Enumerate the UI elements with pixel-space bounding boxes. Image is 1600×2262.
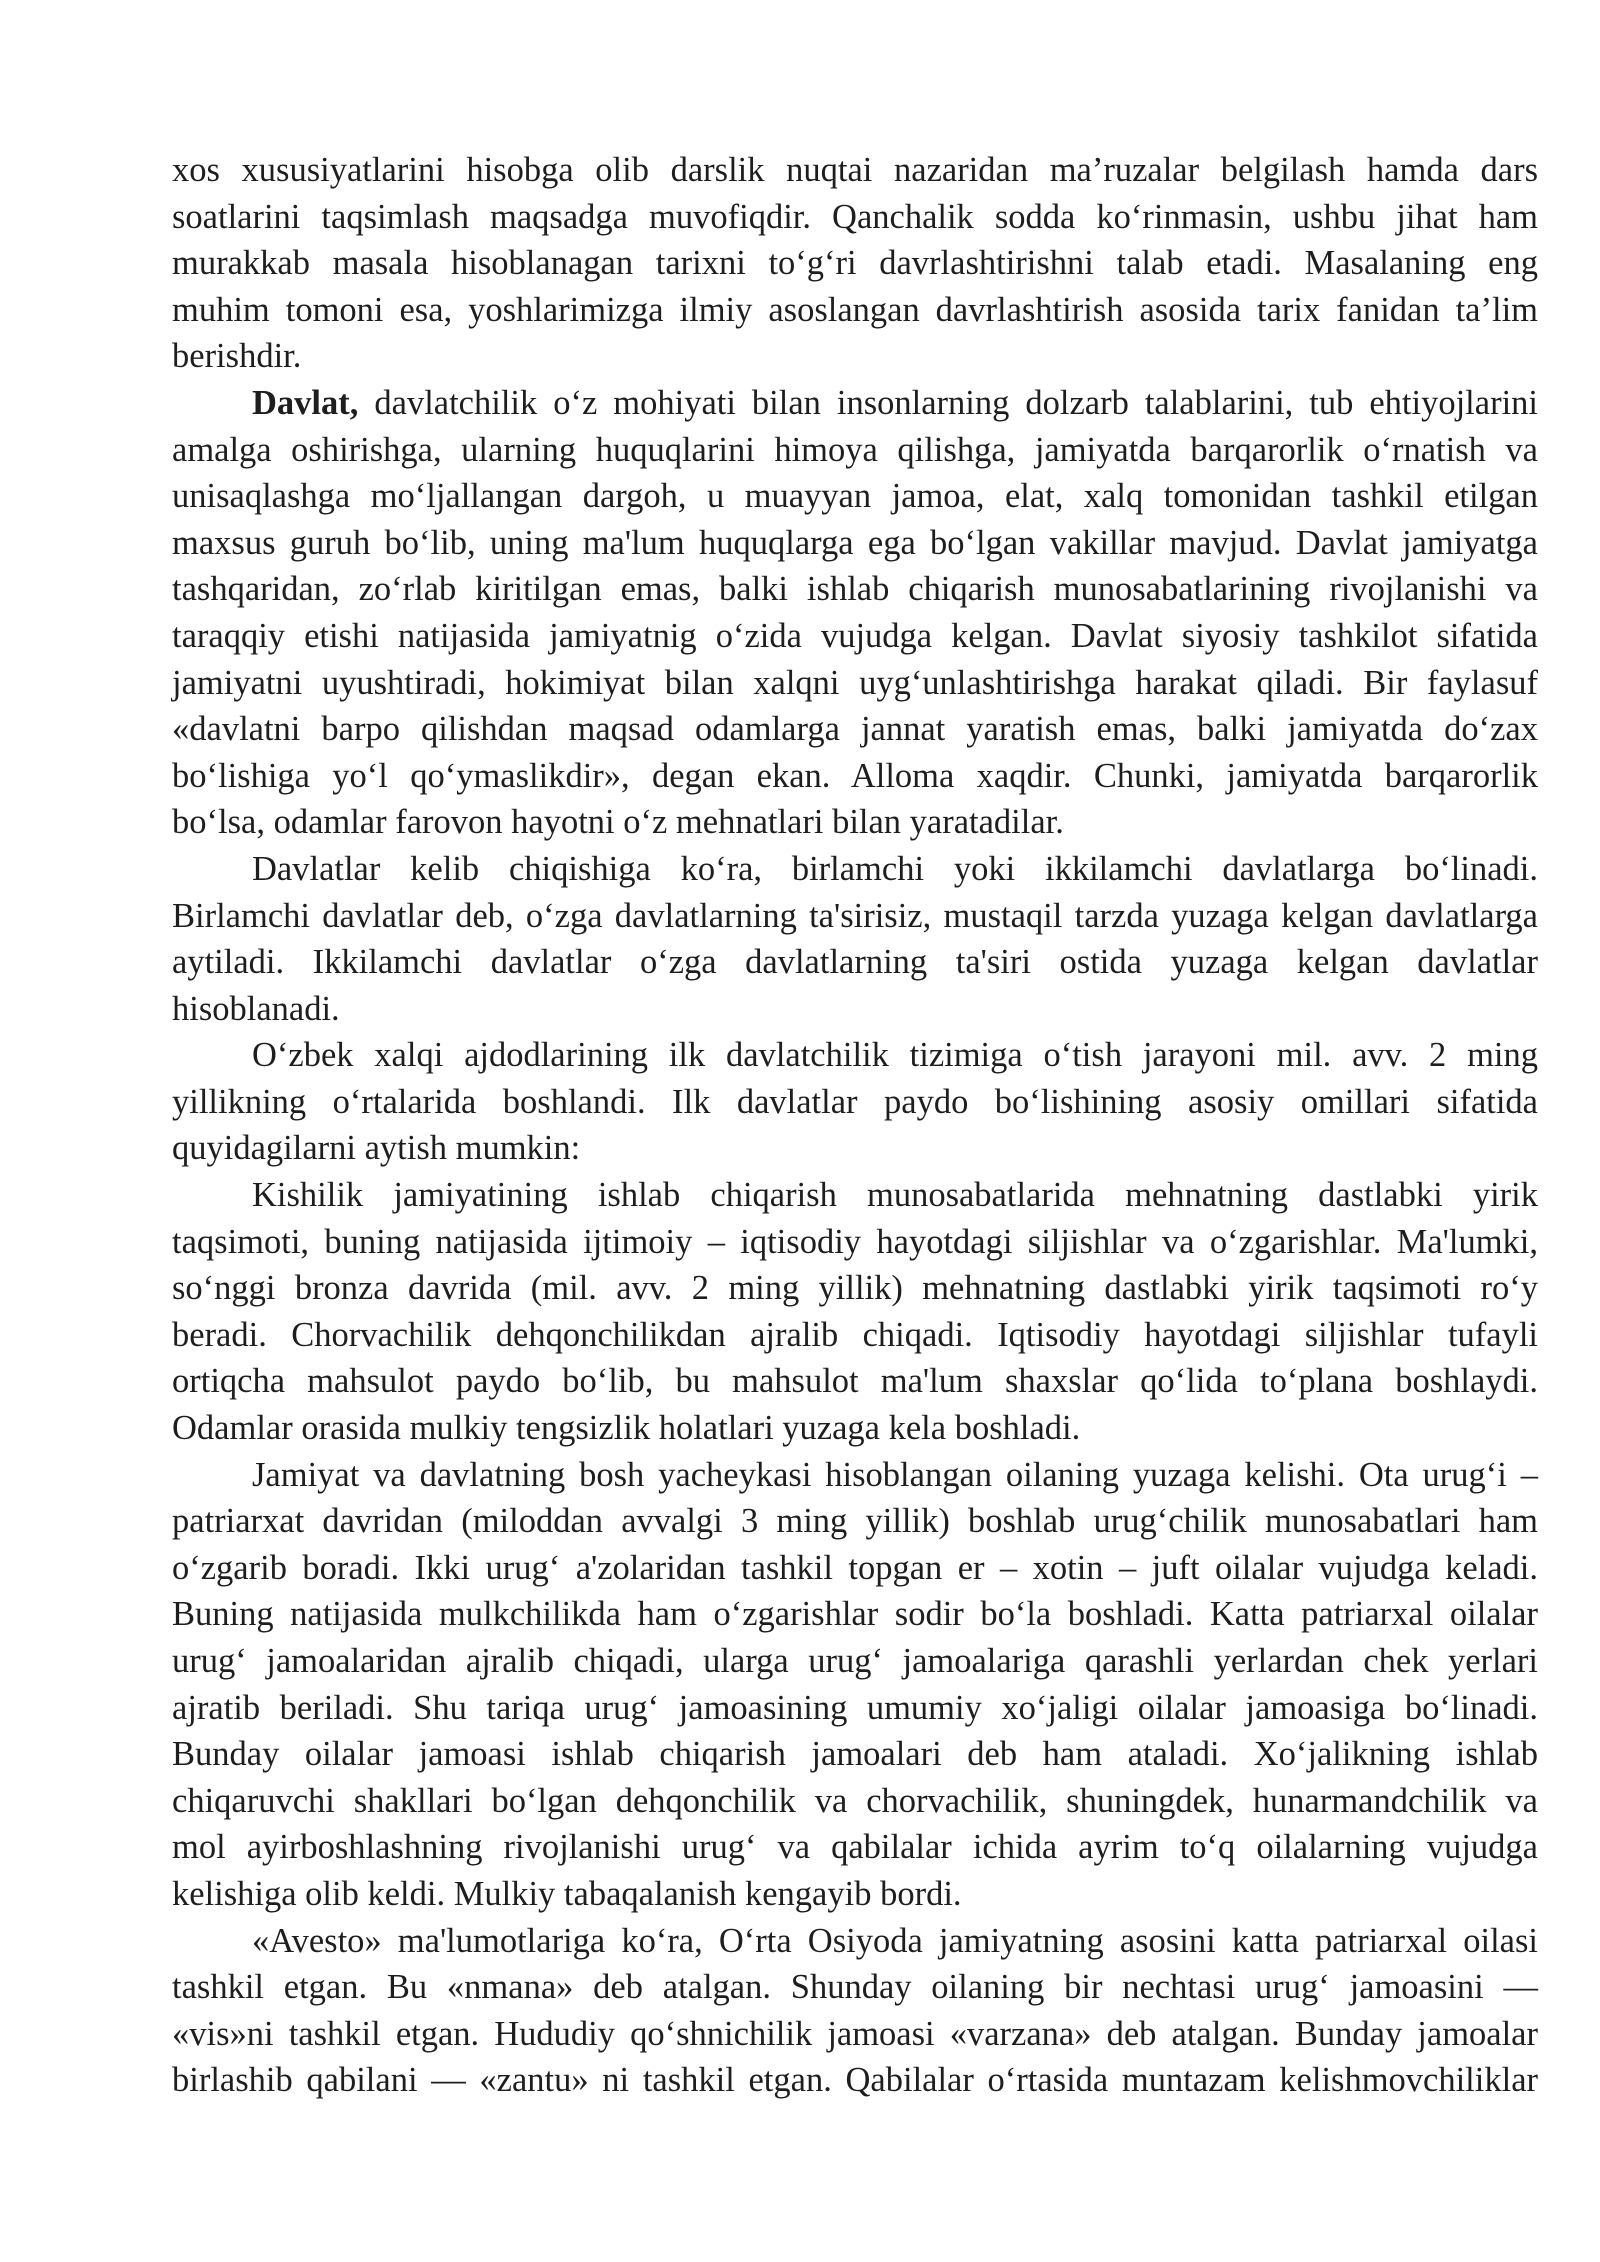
text-line: chiqaruvchi shakllari bo‘lgan dehqonchilik va chorvachilik, shuningdek, hunarmandchilik va (172, 1781, 1538, 1820)
bold-term: Davlat, (252, 383, 359, 422)
text-line: hisoblanadi. (172, 989, 340, 1028)
paragraph (172, 380, 1538, 846)
text-line: tashqaridan, zo‘rlab kiritilgan emas, balki ishlab chiqarish munosabatlarining rivojlanishi va (172, 570, 1538, 609)
text-line: quyidagilarni aytish mumkin: (172, 1129, 581, 1168)
text-line: soatlarini taqsimlash maqsadga muvofiqdir. Qanchalik sodda ko‘rinmasin, ushbu jihat ham (172, 197, 1538, 236)
text-line: urug‘ jamoalaridan ajralib chiqadi, ularga urug‘ jamoalariga qarashli yerlardan chek yerlari (172, 1642, 1538, 1680)
text-line: Birlamchi davlatlar deb, o‘zga davlatlarning ta'sirisiz, mustaqil tarzda yuzaga kelgan davlatlarga (172, 896, 1538, 935)
text-line: «vis»ni tashkil etgan. Hududiy qo‘shnichilik jamoasi «varzana» deb atalgan. Bunday jamoalar (172, 2014, 1538, 2053)
text-line: so‘nggi bronza davrida (mil. avv. 2 ming yillik) mehnatning dastlabki yirik taqsimoti ro‘y (172, 1269, 1538, 1308)
text-line: mol ayirboshlashning rivojlanishi urug‘ va qabilalar ichida ayrim to‘q oilalarning vujudga (172, 1828, 1538, 1867)
text-line: Kishilik jamiyatining ishlab chiqarish munosabatlarida mehnatning dastlabki yirik (252, 1176, 1538, 1215)
text-line: Bunday oilalar jamoasi ishlab chiqarish jamoalari deb ham ataladi. Xo‘jalikning ishlab (172, 1735, 1538, 1774)
text-line: jamiyatni uyushtiradi, hokimiyat bilan xalqni uyg‘unlashtirishga harakat qiladi. Bir faylasuf (172, 663, 1538, 702)
text-line: taraqqiy etishi natijasida jamiyatnig o‘zida vujudga kelgan. Davlat siyosiy tashkilot sifatida (172, 616, 1538, 655)
text-line: maxsus guruh bo‘lib, uning ma'lum huquqlarga ega bo‘lgan vakillar mavjud. Davlat jamiyatga (172, 523, 1538, 562)
text-line: berishdir. (172, 337, 302, 376)
text-line: Davlatlar kelib chiqishiga ko‘ra, birlamchi yoki ikkilamchi davlatlarga bo‘linadi. (252, 849, 1538, 888)
paragraph (172, 1172, 1538, 1452)
text-line: tashkil etgan. Bu «nmana» deb atalgan. Shunday oilaning bir nechtasi urug‘ jamoasini — (172, 1968, 1538, 2007)
text-line: bo‘lishiga yo‘l qo‘ymaslikdir», degan ekan. Alloma xaqdir. Chunki, jamiyatda barqarorlik (172, 756, 1538, 795)
text-line-content: davlatchilik o‘z mohiyati bilan insonlarning dolzarb talablarini, tub ehtiyojlarini (374, 383, 1538, 422)
text-line: Buning natijasida mulkchilikda ham o‘zgarishlar sodir bo‘la boshladi. Katta patriarxal oilalar (172, 1595, 1538, 1634)
text-line: bo‘lsa, odamlar farovon hayotni o‘z mehnatlari bilan yaratadilar. (172, 803, 1064, 842)
paragraph (172, 1032, 1538, 1172)
text-line: O‘zbek xalqi ajdodlarining ilk davlatchilik tizimiga o‘tish jarayoni mil. avv. 2 ming (252, 1036, 1538, 1075)
document-page (172, 147, 1538, 2104)
text-line: Jamiyat va davlatning bosh yacheykasi hisoblangan oilaning yuzaga kelishi. Ota urug‘i – (252, 1455, 1538, 1494)
text-line: unisaqlashga mo‘ljallangan dargoh, u muayyan jamoa, elat, xalq tomonidan tashkil etilgan (172, 477, 1538, 516)
text-line: xos xususiyatlarini hisobga olib darslik nuqtai nazaridan ma’ruzalar belgilash hamda dars (172, 151, 1538, 189)
paragraph (172, 1452, 1538, 1918)
text-line: «davlatni barpo qilishdan maqsad odamlarga jannat yaratish emas, balki jamiyatda do‘zax (172, 710, 1538, 749)
text-line (172, 380, 1538, 427)
text-line: birlashib qabilani — «zantu» ni tashkil etgan. Qabilalar o‘rtasida muntazam kelishmovchiliklar (172, 2061, 1538, 2100)
text-line: beradi. Chorvachilik dehqonchilikdan ajralib chiqadi. Iqtisodiy hayotdagi siljishlar tufayli (172, 1315, 1538, 1354)
text-line: ortiqcha mahsulot paydo bo‘lib, bu mahsulot ma'lum shaxslar qo‘lida to‘plana boshlaydi. (172, 1362, 1538, 1401)
text-line: murakkab masala hisoblanagan tarixni to‘g‘ri davrlashtirishni talab etadi. Masalaning eng (172, 244, 1538, 283)
text-line: kelishiga olib keldi. Mulkiy tabaqalanish kengayib bordi. (172, 1874, 962, 1913)
text-line: ajratib beriladi. Shu tariqa urug‘ jamoasining umumiy xo‘jaligi oilalar jamoasiga bo‘linadi. (172, 1688, 1538, 1727)
text-line: taqsimoti, buning natijasida ijtimoiy – iqtisodiy hayotdagi siljishlar va o‘zgarishlar. Ma'lumki, (172, 1222, 1538, 1261)
paragraph (172, 846, 1538, 1032)
text-line: patriarxat davridan (miloddan avvalgi 3 ming yillik) boshlab urug‘chilik munosabatlari ham (172, 1502, 1538, 1541)
text-line: Odamlar orasida mulkiy tengsizlik holatlari yuzaga kela boshladi. (172, 1409, 1081, 1448)
text-line: amalga oshirishga, ularning huquqlarini himoya qilishga, jamiyatda barqarorlik o‘rnatish va (172, 430, 1538, 469)
paragraph (172, 147, 1538, 380)
text-line: aytiladi. Ikkilamchi davlatlar o‘zga davlatlarning ta'siri ostida yuzaga kelgan davlatlar (172, 943, 1538, 982)
paragraph (172, 1918, 1538, 2104)
text-line: «Avesto» ma'lumotlariga ko‘ra, O‘rta Osiyoda jamiyatning asosini katta patriarxal oilasi (252, 1921, 1538, 1960)
text-line: o‘zgarib boradi. Ikki urug‘ a'zolaridan tashkil topgan er – xotin – juft oilalar vujudga keladi. (172, 1548, 1538, 1587)
text-line: muhim tomoni esa, yoshlarimizga ilmiy asoslangan davrlashtirish asosida tarix fanidan ta’lim (172, 290, 1538, 329)
text-line: yillikning o‘rtalarida boshlandi. Ilk davlatlar paydo bo‘lishining asosiy omillari sifatida (172, 1082, 1538, 1121)
